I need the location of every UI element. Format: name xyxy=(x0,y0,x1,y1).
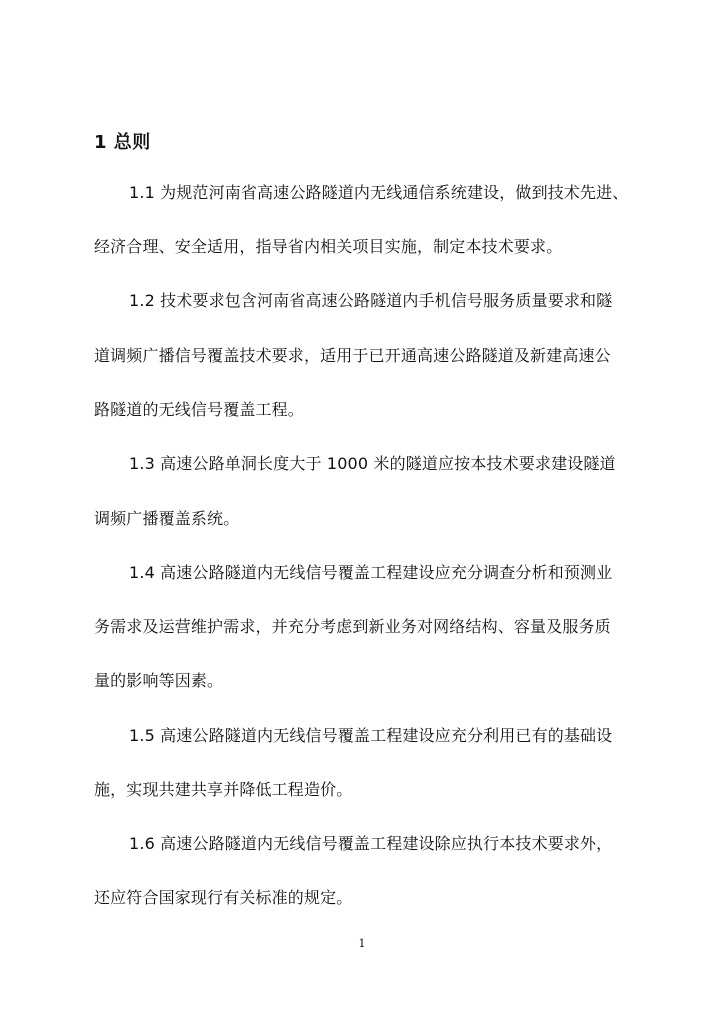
page-number: 1 xyxy=(358,937,366,950)
clause-1-2-line-1: 1.2 技术要求包含河南省高速公路隧道内手机信号服务质量要求和隧 xyxy=(129,291,613,310)
clause-1-4-line-1: 1.4 高速公路隧道内无线信号覆盖工程建设应充分调查分析和预测业 xyxy=(129,563,613,582)
clause-1-1-line-1: 1.1 为规范河南省高速公路隧道内无线通信系统建设，做到技术先进、 xyxy=(129,183,629,202)
clause-1-1-line-2: 经济合理、安全适用，指导省内相关项目实施，制定本技术要求。 xyxy=(94,237,563,256)
clause-1-4-line-2: 务需求及运营维护需求，并充分考虑到新业务对网络结构、容量及服务质 xyxy=(94,617,611,636)
clause-1-5-line-2: 施，实现共建共享并降低工程造价。 xyxy=(94,780,353,799)
clause-1-3-line-1: 1.3 高速公路单洞长度大于 1000 米的隧道应按本技术要求建设隧道 xyxy=(129,454,616,473)
clause-1-5-line-1: 1.5 高速公路隧道内无线信号覆盖工程建设应充分利用已有的基础设 xyxy=(129,726,613,745)
clause-1-6-line-1: 1.6 高速公路隧道内无线信号覆盖工程建设除应执行本技术要求外， xyxy=(129,834,613,853)
clause-1-4-line-3: 量的影响等因素。 xyxy=(94,671,224,690)
clause-1-2-line-2: 道调频广播信号覆盖技术要求，适用于已开通高速公路隧道及新建高速公 xyxy=(94,346,611,365)
clause-1-6-line-2: 还应符合国家现行有关标准的规定。 xyxy=(94,888,353,907)
clause-1-2-line-3: 路隧道的无线信号覆盖工程。 xyxy=(94,400,304,419)
section-heading: 1 总则 xyxy=(94,132,151,153)
clause-1-3-line-2: 调频广播覆盖系统。 xyxy=(94,509,240,528)
